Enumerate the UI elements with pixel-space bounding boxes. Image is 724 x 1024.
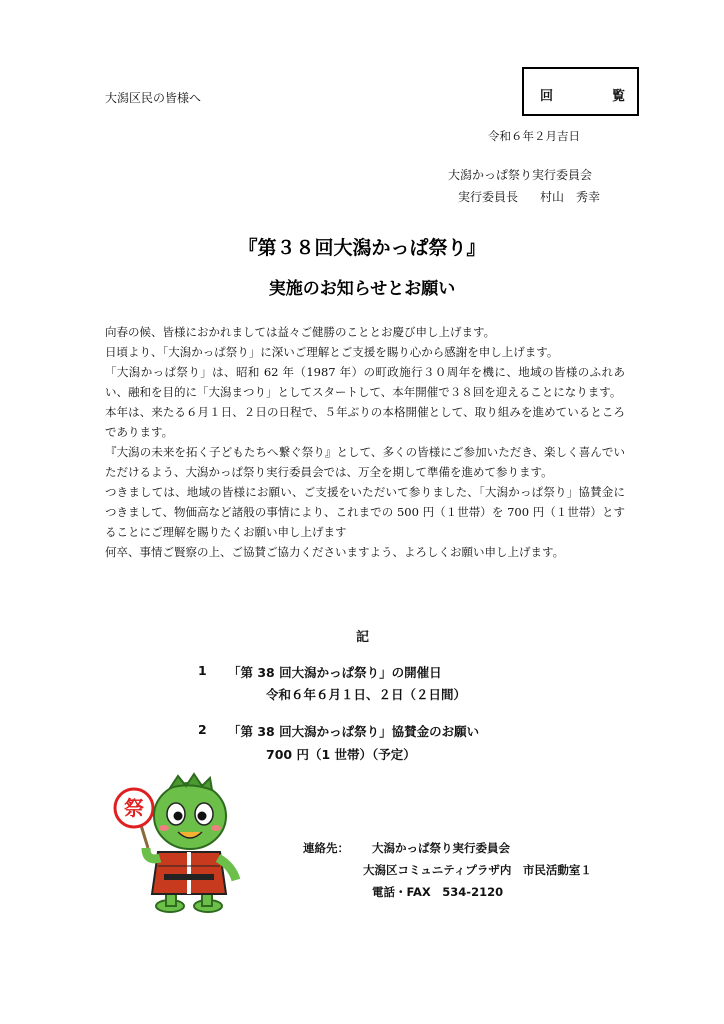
sender-organization: 大潟かっぱ祭り実行委員会 [448, 168, 593, 182]
chair-name: 村山 秀幸 [540, 190, 601, 204]
body-paragraph: 向春の候、皆様におかれましては益々ご健勝のこととお慶び申し上げます。 [105, 325, 496, 339]
contact-label: 連絡先： [303, 841, 349, 855]
item-title: 「第 38 回大潟かっぱ祭り」協賛金のお願い [228, 724, 480, 739]
kappa-mascot-illustration [108, 770, 258, 920]
body-paragraph: つきましては、地域の皆様にお願い、ご支援をいただいて参りました、「大潟かっぱ祭り」協賛金につきまして、物価高など諸般の事情により、これまでの 500 円（１世帯）を 700 円（１世帯）とすることにご理解を賜りたくお願い申し上げます [105, 485, 625, 539]
item-title: 「第 38 回大潟かっぱ祭り」の開催日 [228, 665, 442, 680]
contact-phone-fax: 電話・FAX 534-2120 [372, 885, 504, 899]
body-text [105, 322, 625, 562]
item-detail: 700 円（1 世帯）（予定） [266, 747, 416, 762]
recipient: 大潟区民の皆様へ [105, 91, 202, 105]
circulation-char-2: 覧 [611, 89, 625, 104]
festival-fan-char: 祭 [124, 796, 144, 820]
body-paragraph: 日頃より、「大潟かっぱ祭り」に深いご理解とご支援を賜り心から感謝を申し上げます。 [105, 345, 559, 359]
issue-date: 令和６年２月吉日 [488, 129, 580, 143]
body-paragraph: 『大潟の未来を拓く子どもたちへ繋ぐ祭り』として、多くの皆様にご参加いただき、楽しく喜んでいただけるよう、大潟かっぱ祭り実行委員会では、万全を期して準備を進めて参ります。 [105, 445, 625, 479]
item-number: 2 [198, 722, 207, 737]
contact-organization: 大潟かっぱ祭り実行委員会 [372, 841, 510, 855]
document-subtitle: 実施のお知らせとお願い [268, 279, 456, 299]
body-paragraph: 本年は、来たる６月１日、２日の日程で、５年ぶりの本格開催として、取り組みを進めているところであります。 [105, 405, 625, 439]
sender-chair [458, 188, 600, 205]
circulation-stamp-box [522, 67, 639, 116]
contact-address: 大潟区コミュニティプラザ内 市民活動室１ [363, 863, 592, 877]
document-title: 『第３８回大潟かっぱ祭り』 [238, 237, 486, 259]
ki-heading: 記 [356, 630, 370, 645]
item-number: 1 [198, 663, 207, 678]
item-detail: 令和６年６月１日、２日（２日間） [266, 687, 467, 702]
body-paragraph: 「大潟かっぱ祭り」は、昭和 62 年（1987 年）の町政施行３０周年を機に、地域の皆様のふれあい、融和を目的に「大潟まつり」としてスタートして、本年開催で３８回を迎えることになります。 [105, 365, 625, 399]
body-paragraph: 何卒、事情ご賢察の上、ご協賛ご協力くださいますよう、よろしくお願い申し上げます。 [105, 545, 565, 559]
chair-title: 実行委員長 [458, 190, 519, 204]
circulation-char-1: 回 [540, 89, 554, 104]
